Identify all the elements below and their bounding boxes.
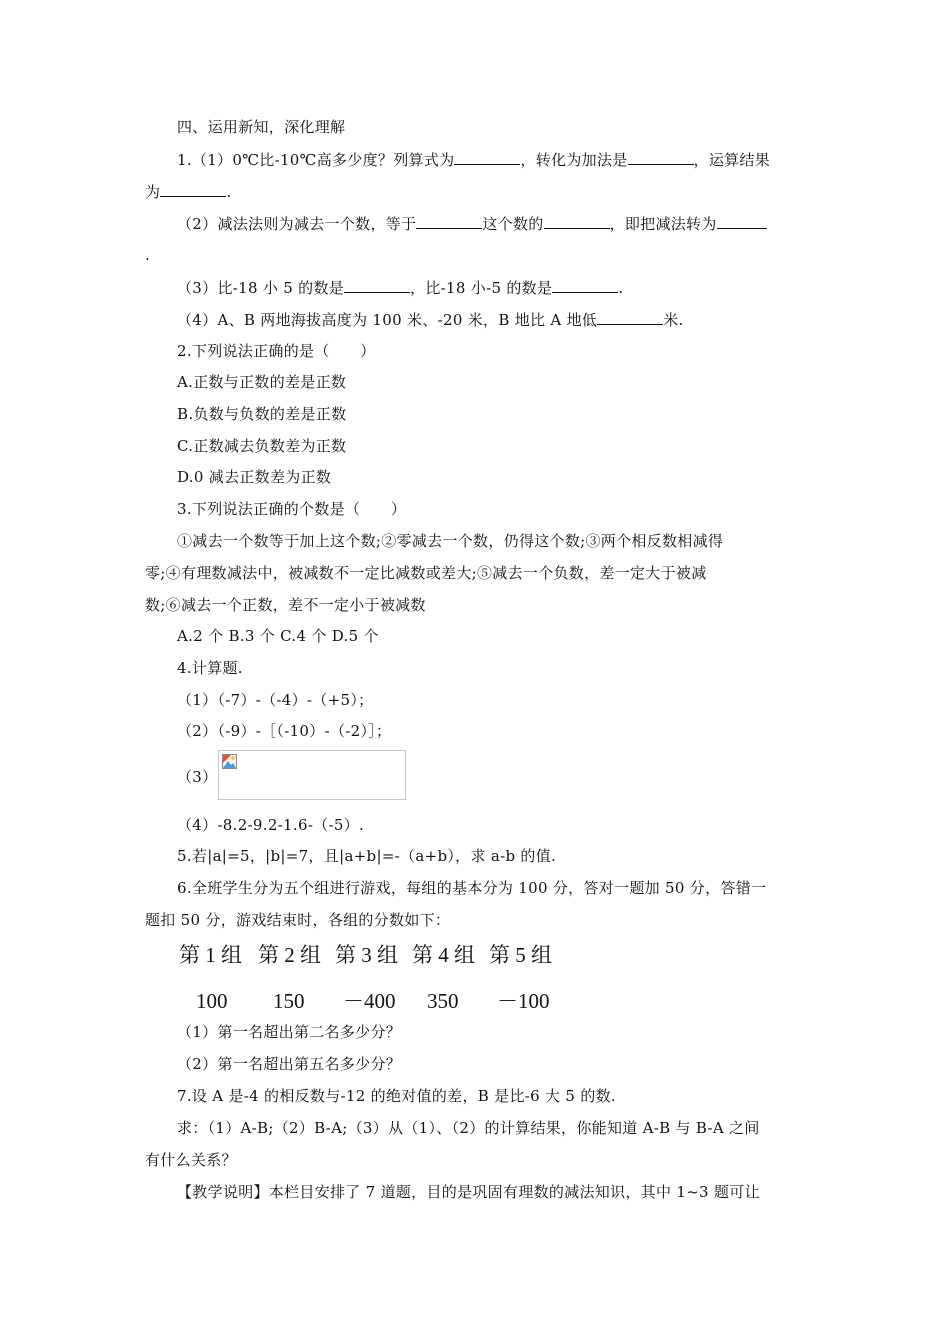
q2-option-a: A.正数与正数的差是正数: [177, 373, 347, 391]
q1-text: （2）减法法则为减去一个数，等于: [177, 215, 417, 233]
q1-text: .: [618, 279, 624, 297]
group-score: 350: [427, 989, 459, 1013]
answer-blank: [717, 213, 767, 229]
group-score: 150: [273, 989, 305, 1013]
group-score: －100: [497, 989, 550, 1013]
q1-text: .: [226, 183, 232, 201]
broken-image-placeholder: [218, 750, 406, 800]
q3-stem: 3.下列说法正确的个数是（ ）: [177, 500, 407, 518]
q1-text: ，运算结果: [693, 151, 771, 169]
q1-part2-end: .: [145, 246, 151, 264]
q1-part3: [177, 277, 623, 298]
q6-line1: 6.全班学生分为五个组进行游戏，每组的基本分为 100 分，答对一题加 50 分，答错一: [177, 879, 767, 897]
answer-blank: [544, 213, 610, 229]
group-header: 第 2 组: [258, 943, 321, 967]
q1-text: ，即把减法转为: [609, 215, 717, 233]
group-score: 100: [196, 989, 228, 1013]
answer-blank: [416, 213, 482, 229]
q3-line3: 数;⑥减去一个正数，差不一定小于被减数: [145, 596, 426, 614]
group-header: 第 4 组: [412, 943, 475, 967]
q2-option-b: B.负数与负数的差是正数: [177, 405, 347, 423]
answer-blank: [597, 309, 663, 325]
group-score: －400: [343, 989, 396, 1013]
q1-text: （3）比-18 小 5 的数是: [177, 279, 345, 297]
q6-sub2: （2）第一名超出第五名多少分？: [177, 1055, 402, 1073]
group-header: 第 1 组: [179, 943, 242, 967]
q4-item-1: （1）（-7）-（-4）-（+5）；: [177, 691, 374, 709]
answer-blank: [552, 277, 618, 293]
q3-line2: 零;④有理数减法中，被减数不一定比减数或差大;⑤减去一个负数，差一定大于被减: [145, 564, 707, 582]
q1-text: 1.（1）0℃比-10℃高多少度？列算式为: [177, 151, 455, 169]
q5-text: 5.若|a|=5，|b|=7，且|a+b|=-（a+b），求 a-b 的值.: [177, 847, 557, 865]
q2-option-d: D.0 减去正数差为正数: [177, 468, 332, 486]
q1-part1-line1: [177, 149, 770, 170]
q6-line2: 题扣 50 分，游戏结束时，各组的分数如下：: [145, 911, 451, 929]
q7-line3: 有什么关系？: [145, 1151, 237, 1169]
broken-image-icon: [222, 754, 237, 769]
q3-line1: ①减去一个数等于加上这个数;②零减去一个数，仍得这个数;③两个相反数相减得: [177, 532, 724, 550]
answer-blank: [454, 149, 520, 165]
q4-stem: 4.计算题.: [177, 659, 243, 677]
q4-item-4: （4）-8.2-9.2-1.6-（-5）.: [177, 816, 365, 834]
section-title: 四、运用新知，深化理解: [177, 118, 346, 136]
q2-option-c: C.正数减去负数差为正数: [177, 437, 347, 455]
teaching-note: 【教学说明】本栏目安排了 7 道题，目的是巩固有理数的减法知识，其中 1~3 题可让: [177, 1183, 760, 1201]
group-header: 第 5 组: [489, 943, 552, 967]
q1-text: 为: [145, 183, 161, 201]
answer-blank: [160, 181, 226, 197]
q7-line1: 7.设 A 是-4 的相反数与-12 的绝对值的差，B 是比-6 大 5 的数.: [177, 1087, 617, 1105]
group-header: 第 3 组: [335, 943, 398, 967]
answer-blank: [344, 277, 410, 293]
q1-text: （4）A、B 两地海拔高度为 100 米、-20 米，B 地比 A 地低: [177, 311, 598, 329]
q4-item-3: （3）: [177, 768, 218, 786]
q1-text: ，转化为加法是: [520, 151, 628, 169]
q1-text: 米.: [663, 311, 684, 329]
q3-options: A.2 个 B.3 个 C.4 个 D.5 个: [177, 627, 379, 645]
q1-part1-line2: [145, 181, 231, 202]
answer-blank: [628, 149, 694, 165]
q1-text: ，比-18 小-5 的数是: [410, 279, 553, 297]
q6-sub1: （1）第一名超出第二名多少分？: [177, 1023, 402, 1041]
q1-text: 这个数的: [482, 215, 544, 233]
q7-line2: 求：（1）A-B;（2）B-A;（3）从（1）、（2）的计算结果，你能知道 A-B 与 B-A 之间: [177, 1119, 760, 1137]
q4-item-2: （2）（-9）-［（-10）-（-2）］；: [177, 722, 392, 740]
q1-part2: [177, 213, 767, 234]
q2-stem: 2.下列说法正确的是（ ）: [177, 342, 376, 360]
q1-part4: [177, 309, 684, 330]
